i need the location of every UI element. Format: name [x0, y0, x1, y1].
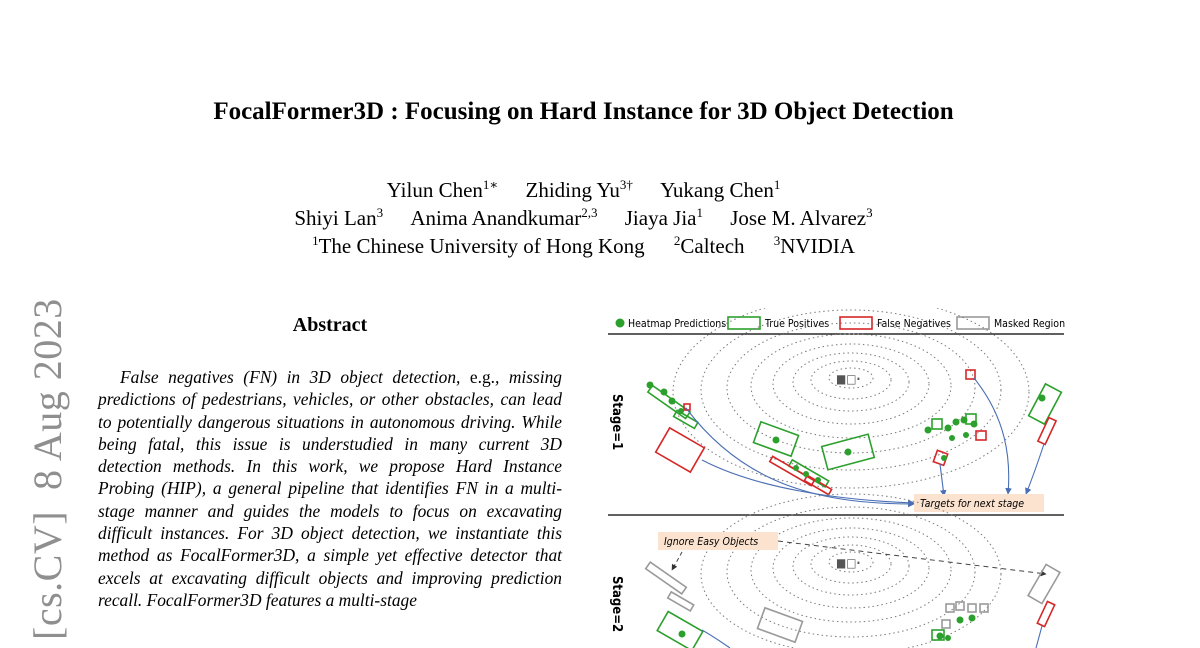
heatmap-prediction-dots [679, 615, 976, 642]
true-positive-boxes [657, 611, 944, 648]
author: Anima Anandkumar$^{2,3}$ [410, 205, 598, 230]
author: Jiaya Jia$^1$ [624, 205, 703, 230]
heatmap-legend-icon [616, 319, 625, 328]
true-positive-legend-icon [728, 317, 760, 329]
legend-masked-label: Masked Region [994, 318, 1066, 330]
author: Jose M. Alvarez$^3$ [730, 205, 873, 230]
affiliations [0, 234, 1167, 259]
affiliation: $^3$NVIDIA [773, 233, 855, 258]
author: Yilun Chen$^{1∗}$ [386, 177, 499, 202]
abstract-heading: Abstract [292, 314, 368, 336]
ignore-arrow [778, 541, 1046, 574]
legend-tp-label: True Positives [765, 318, 830, 330]
stage-2-panel [609, 494, 1060, 648]
lidar-point-cloud [673, 308, 1029, 488]
affiliation: $^2$Caltech [673, 233, 745, 258]
ignore-callout-text: Ignore Easy Objects [664, 536, 759, 548]
masked-region-boxes [646, 562, 1060, 642]
legend-fn-label: False Negatives [877, 318, 951, 330]
stage-2-label: Stage=2 [609, 576, 624, 633]
figure-legend [616, 317, 1066, 330]
lidar-point-cloud-stage-2 [701, 494, 1001, 648]
target-arrows [686, 378, 1044, 504]
stage-1-label: Stage=1 [609, 394, 624, 451]
masked-region-legend-icon [957, 317, 989, 329]
authors-row-1 [0, 178, 1167, 203]
targets-callout-text: Targets for next stage [920, 498, 1025, 510]
author: Zhiding $Yu^{3\dagger}$ [525, 177, 633, 202]
stage-1-panel [609, 308, 1061, 512]
hip-figure [606, 308, 1068, 648]
false-negative-boxes [1037, 601, 1054, 626]
ego-vehicle-icon: ■□· [836, 556, 861, 570]
authors-row-2 [0, 206, 1167, 231]
abstract-text: False negatives (FN) in 3D object detection, e.g., missing predictions of pedestrians, vehicles, or other obstacles, can lead to potentially dangerous situations in autonomous driving. While being fatal, this issue is understudied in many current 3D detection methods. In this work, we propose Hard Instance Probing (HIP), a general pipeline that identifies FN in a multi-stage manner and guides the models to focus on excavating difficult instances. For 3D object detection, we instantiate this method as FocalFormer3D, a simple yet effective detector that excels at excavating difficult objects and improving prediction recall. FocalFormer3D features a multi-stage [98, 367, 562, 610]
affiliation: $^1$The Chinese University of Hong Kong [312, 233, 645, 258]
paper-title: FocalFormer3D : Focusing on Hard Instance for 3D Object Detection [213, 98, 954, 125]
arxiv-stamp: [cs.CV] 8 Aug 2023 [25, 298, 70, 640]
author: Yukang Chen$^1$ [660, 177, 781, 202]
ego-vehicle-icon: ■□· [836, 372, 861, 386]
author: Shiyi Lan$^3$ [294, 205, 384, 230]
false-negative-boxes [656, 370, 1056, 495]
stage-2-arrows [702, 626, 1042, 648]
legend-heatmap-label: Heatmap Predictions [628, 318, 727, 330]
false-negative-legend-icon [840, 317, 872, 329]
ignore-arrow [672, 552, 682, 570]
